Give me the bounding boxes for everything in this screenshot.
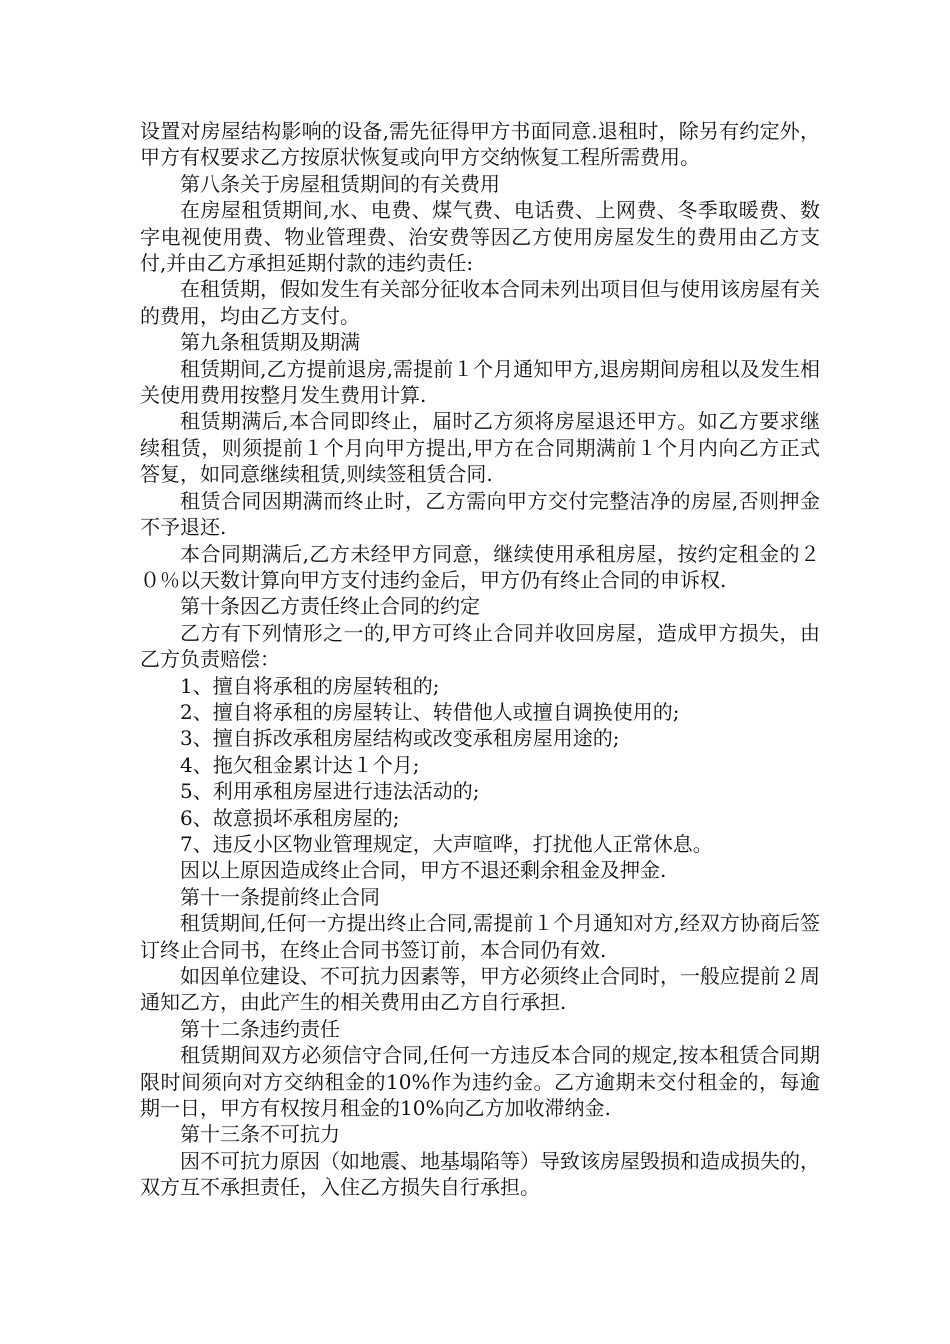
article-12-heading: 第十二条违约责任	[180, 1016, 340, 1041]
list-item: 7、违反小区物业管理规定，大声喧哗，打扰他人正常休息。	[180, 831, 713, 856]
list-item: 5、利用承租房屋进行违法活动的;	[180, 779, 480, 804]
article-8-heading: 第八条关于房屋租赁期间的有关费用	[180, 171, 500, 196]
list-item: 3、擅自拆改承租房屋结构或改变承租房屋用途的;	[180, 726, 620, 751]
paragraph: 租赁期满后,本合同即终止，届时乙方须将房屋退还甲方。如乙方要求继续租赁，则须提前１个月向甲方提出,甲方在合同期满前１个月内向乙方正式答复，如同意继续租赁,则续签租赁合同.	[140, 409, 820, 487]
article-13-heading: 第十三条不可抗力	[180, 1122, 340, 1147]
paragraph-continuation: 设置对房屋结构影响的设备,需先征得甲方书面同意.退租时，除另有约定外，甲方有权要求乙方按原状恢复或向甲方交纳恢复工程所需费用。	[140, 119, 820, 170]
document-page	[140, 118, 820, 1201]
paragraph: 如因单位建设、不可抗力因素等，甲方必须终止合同时，一般应提前２周通知乙方，由此产生的相关费用由乙方自行承担.	[140, 964, 820, 1015]
list-item: 4、拖欠租金累计达１个月;	[180, 752, 420, 777]
paragraph: 因不可抗力原因（如地震、地基塌陷等）导致该房屋毁损和造成损失的，双方互不承担责任，入住乙方损失自行承担。	[140, 1148, 820, 1200]
paragraph: 租赁期间,乙方提前退房,需提前１个月通知甲方,退房期间房租以及发生相关使用费用按整月发生费用计算.	[140, 356, 820, 408]
list-item: 2、擅自将承租的房屋转让、转借他人或擅自调换使用的;	[180, 699, 680, 724]
paragraph: 乙方有下列情形之一的,甲方可终止合同并收回房屋，造成甲方损失，由乙方负责赔偿：	[140, 620, 820, 672]
list-item: 1、擅自将承租的房屋转租的;	[180, 673, 440, 698]
paragraph: 租赁期间双方必须信守合同,任何一方违反本合同的规定,按本租赁合同期限时间须向对方交纳租金的10%作为违约金。乙方逾期未交付租金的，每逾期一日，甲方有权按月租金的10%向乙方加收滞纳金.	[140, 1043, 820, 1121]
article-11-heading: 第十一条提前终止合同	[180, 884, 380, 909]
list-item: 6、故意损坏承租房屋的;	[180, 805, 400, 830]
paragraph: 租赁期间,任何一方提出终止合同,需提前１个月通知对方,经双方协商后签订终止合同书，在终止合同书签订前，本合同仍有效.	[140, 911, 820, 962]
paragraph: 因以上原因造成终止合同，甲方不退还剩余租金及押金.	[180, 858, 667, 883]
paragraph: 在租赁期，假如发生有关部分征收本合同未列出项目但与使用该房屋有关的费用，均由乙方支付。	[140, 277, 820, 328]
paragraph: 在房屋租赁期间,水、电费、煤气费、电话费、上网费、冬季取暖费、数字电视使用费、物业管理费、治安费等因乙方使用房屋发生的费用由乙方支付,并由乙方承担延期付款的违约责任:	[140, 198, 820, 276]
article-10-heading: 第十条因乙方责任终止合同的约定	[180, 594, 480, 619]
article-9-heading: 第九条租赁期及期满	[180, 330, 360, 355]
paragraph: 本合同期满后,乙方未经甲方同意，继续使用承租房屋，按约定租金的２０％以天数计算向甲方支付违约金后，甲方仍有终止合同的申诉权.	[140, 541, 820, 592]
paragraph: 租赁合同因期满而终止时，乙方需向甲方交付完整洁净的房屋,否则押金不予退还.	[140, 488, 820, 540]
